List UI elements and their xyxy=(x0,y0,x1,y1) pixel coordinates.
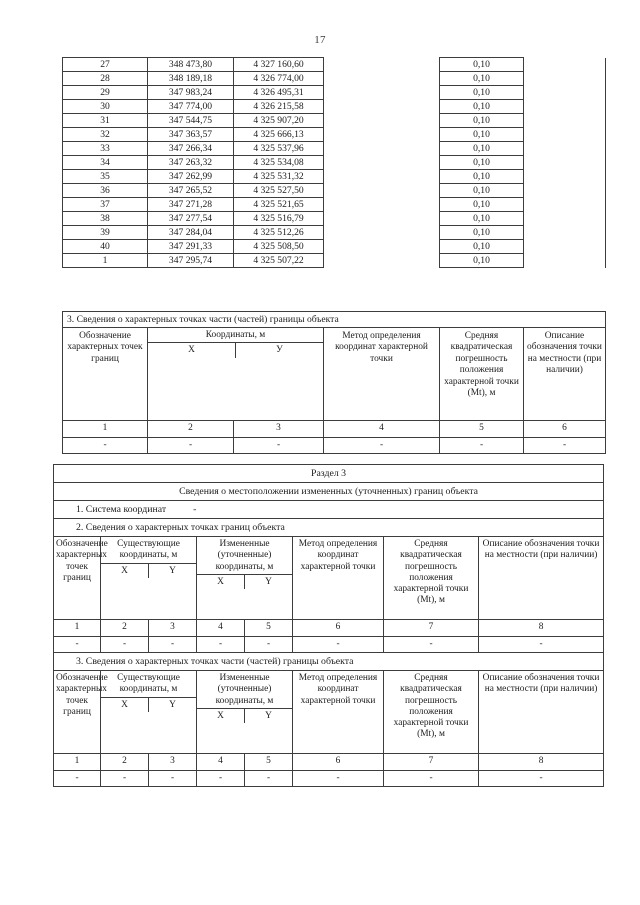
cell-mt: 0,10 xyxy=(440,254,524,268)
cell-y: 4 325 521,65 xyxy=(234,198,324,212)
cell-description xyxy=(524,128,606,142)
colnum-1: 1 xyxy=(54,754,101,771)
cell-existing-y: - xyxy=(149,771,197,787)
razdel-subtitle: Сведения о местоположении измененных (уточненных) границ объекта xyxy=(54,483,604,501)
cell-mt: 0,10 xyxy=(440,114,524,128)
cell-method xyxy=(324,86,440,100)
table-row xyxy=(63,86,606,100)
header-changed-x: X xyxy=(217,576,224,587)
header-description: Описание обозначения точки на местности (при наличии) xyxy=(479,671,604,754)
table-row xyxy=(63,156,606,170)
header-mt: Средняя квадратическая погрешность положения характерной точки (Mt), м xyxy=(384,671,479,754)
colnum-6: 6 xyxy=(524,421,606,438)
header-coordinates-label: Координаты, м xyxy=(205,330,266,340)
cell-x: 348 473,80 xyxy=(148,58,234,72)
colnum-8: 8 xyxy=(479,754,604,771)
cell-description xyxy=(524,254,606,268)
table-row xyxy=(63,100,606,114)
cell-description xyxy=(524,86,606,100)
coordinate-system-value: - xyxy=(193,503,197,515)
cell-method xyxy=(324,58,440,72)
coordinates-table-body xyxy=(63,58,606,268)
cell-point: 28 xyxy=(63,72,148,86)
cell-mt: 0,10 xyxy=(440,198,524,212)
cell-changed-x: - xyxy=(197,637,245,653)
header-changed-x: X xyxy=(217,710,224,721)
column-number-row xyxy=(54,754,604,771)
header-existing-coordinates-group xyxy=(101,671,197,754)
cell-changed-y: - xyxy=(245,771,293,787)
header-existing-coordinates-group xyxy=(101,537,197,620)
header-row xyxy=(63,328,606,421)
cell-method xyxy=(324,170,440,184)
cell-point: 32 xyxy=(63,128,148,142)
section3-title: 3. Сведения о характерных точках части (частей) границы объекта xyxy=(54,653,604,671)
header-coordinate-y: У xyxy=(235,343,323,357)
cell-point: 40 xyxy=(63,240,148,254)
cell-point: 34 xyxy=(63,156,148,170)
cell-method xyxy=(324,114,440,128)
header-changed-label: Измененные (уточненные) координаты, м xyxy=(215,673,274,706)
header-designation: Обозначение характерных точек границ xyxy=(63,328,148,421)
cell-changed-x: - xyxy=(197,771,245,787)
table-row xyxy=(54,771,604,787)
cell-y: - xyxy=(234,438,324,454)
cell-method: - xyxy=(293,771,384,787)
cell-method: - xyxy=(293,637,384,653)
cell-existing-x: - xyxy=(101,771,149,787)
cell-mt: - xyxy=(440,438,524,454)
cell-description xyxy=(524,212,606,226)
colnum-7: 7 xyxy=(384,754,479,771)
table-row xyxy=(63,212,606,226)
cell-y: 4 325 527,50 xyxy=(234,184,324,198)
table-row xyxy=(63,170,606,184)
cell-description xyxy=(524,198,606,212)
cell-description xyxy=(524,170,606,184)
cell-existing-y: - xyxy=(149,637,197,653)
cell-method xyxy=(324,184,440,198)
razdel-title: Раздел 3 xyxy=(54,465,604,483)
cell-description xyxy=(524,100,606,114)
header-existing-x: X xyxy=(121,565,128,576)
cell-description xyxy=(524,114,606,128)
cell-x: 348 189,18 xyxy=(148,72,234,86)
colnum-5: 5 xyxy=(245,620,293,637)
cell-y: 4 325 537,96 xyxy=(234,142,324,156)
column-number-row xyxy=(54,620,604,637)
razdel-3-table xyxy=(53,464,604,787)
header-existing-x: X xyxy=(121,699,128,710)
cell-description xyxy=(524,226,606,240)
section2-title: 2. Сведения о характерных точках границ объекта xyxy=(54,519,604,537)
colnum-1: 1 xyxy=(63,421,148,438)
cell-mt: - xyxy=(384,637,479,653)
colnum-4: 4 xyxy=(324,421,440,438)
cell-description: - xyxy=(524,438,606,454)
cell-point: 39 xyxy=(63,226,148,240)
razdel-3-table-body xyxy=(54,465,604,787)
table-row xyxy=(63,254,606,268)
cell-description xyxy=(524,156,606,170)
colnum-5: 5 xyxy=(245,754,293,771)
cell-point: 35 xyxy=(63,170,148,184)
cell-x: - xyxy=(148,438,234,454)
cell-method xyxy=(324,142,440,156)
table-row xyxy=(54,637,604,653)
cell-existing-x: - xyxy=(101,637,149,653)
cell-point: 30 xyxy=(63,100,148,114)
cell-y: 4 325 531,32 xyxy=(234,170,324,184)
table-row xyxy=(63,184,606,198)
cell-mt: 0,10 xyxy=(440,156,524,170)
cell-description xyxy=(524,184,606,198)
header-mt: Средняя квадратическая погрешность положения характерной точки (Mt), м xyxy=(440,328,524,421)
header-existing-label: Существующие координаты, м xyxy=(117,673,180,695)
cell-description xyxy=(524,58,606,72)
cell-x: 347 262,99 xyxy=(148,170,234,184)
cell-description xyxy=(524,240,606,254)
table-row xyxy=(63,128,606,142)
cell-y: 4 326 774,00 xyxy=(234,72,324,86)
colnum-8: 8 xyxy=(479,620,604,637)
table-row xyxy=(63,72,606,86)
cell-x: 347 265,52 xyxy=(148,184,234,198)
header-row xyxy=(54,671,604,754)
header-changed-y: Y xyxy=(244,709,292,723)
header-designation: Обозначение характерных точек границ xyxy=(54,537,101,620)
cell-mt: 0,10 xyxy=(440,212,524,226)
coordinate-system-row xyxy=(54,501,604,519)
cell-x: 347 363,57 xyxy=(148,128,234,142)
cell-mt: 0,10 xyxy=(440,184,524,198)
section2-title-row xyxy=(54,519,604,537)
cell-designation: - xyxy=(54,771,101,787)
cell-y: 4 325 507,22 xyxy=(234,254,324,268)
header-coordinate-x: X xyxy=(188,345,195,356)
section3-title-row xyxy=(54,653,604,671)
cell-mt: 0,10 xyxy=(440,72,524,86)
cell-method xyxy=(324,128,440,142)
table-row xyxy=(63,438,606,454)
table-row xyxy=(63,58,606,72)
cell-y: 4 325 508,50 xyxy=(234,240,324,254)
header-description: Описание обозначения точки на местности (при наличии) xyxy=(479,537,604,620)
cell-designation: - xyxy=(63,438,148,454)
part-boundary-points-table xyxy=(62,311,606,454)
cell-x: 347 284,04 xyxy=(148,226,234,240)
table-row xyxy=(63,142,606,156)
header-existing-y: Y xyxy=(148,564,196,578)
cell-changed-y: - xyxy=(245,637,293,653)
cell-point: 1 xyxy=(63,254,148,268)
colnum-4: 4 xyxy=(197,620,245,637)
cell-mt: 0,10 xyxy=(440,226,524,240)
cell-method xyxy=(324,198,440,212)
coordinate-system-label: 1. Система координат xyxy=(76,503,167,515)
cell-y: 4 325 516,79 xyxy=(234,212,324,226)
part-boundary-table-body xyxy=(63,312,606,454)
cell-x: 347 774,00 xyxy=(148,100,234,114)
cell-mt: 0,10 xyxy=(440,128,524,142)
cell-x: 347 266,34 xyxy=(148,142,234,156)
cell-y: 4 325 534,08 xyxy=(234,156,324,170)
cell-x: 347 291,33 xyxy=(148,240,234,254)
table-row xyxy=(63,240,606,254)
cell-x: 347 983,24 xyxy=(148,86,234,100)
cell-x: 347 295,74 xyxy=(148,254,234,268)
cell-mt: - xyxy=(384,771,479,787)
colnum-3: 3 xyxy=(149,620,197,637)
colnum-2: 2 xyxy=(101,620,149,637)
header-changed-y: Y xyxy=(244,575,292,589)
cell-point: 38 xyxy=(63,212,148,226)
cell-x: 347 544,75 xyxy=(148,114,234,128)
cell-designation: - xyxy=(54,637,101,653)
header-changed-coordinates-group xyxy=(197,671,293,754)
cell-y: 4 325 666,13 xyxy=(234,128,324,142)
cell-point: 33 xyxy=(63,142,148,156)
header-method: Метод определения координат характерной точки xyxy=(293,537,384,620)
header-row xyxy=(54,537,604,620)
header-changed-label: Измененные (уточненные) координаты, м xyxy=(215,539,274,572)
header-existing-label: Существующие координаты, м xyxy=(117,539,180,561)
colnum-1: 1 xyxy=(54,620,101,637)
cell-x: 347 263,32 xyxy=(148,156,234,170)
colnum-3: 3 xyxy=(234,421,324,438)
coordinate-system-line xyxy=(54,501,604,519)
cell-method xyxy=(324,72,440,86)
cell-mt: 0,10 xyxy=(440,170,524,184)
cell-mt: 0,10 xyxy=(440,86,524,100)
column-number-row xyxy=(63,421,606,438)
part-section-title: 3. Сведения о характерных точках части (частей) границы объекта xyxy=(63,312,606,328)
cell-mt: 0,10 xyxy=(440,100,524,114)
cell-y: 4 327 160,60 xyxy=(234,58,324,72)
cell-x: 347 271,28 xyxy=(148,198,234,212)
header-mt: Средняя квадратическая погрешность положения характерной точки (Mt), м xyxy=(384,537,479,620)
header-changed-coordinates-group xyxy=(197,537,293,620)
cell-method: - xyxy=(324,438,440,454)
table-row xyxy=(63,114,606,128)
colnum-7: 7 xyxy=(384,620,479,637)
cell-method xyxy=(324,100,440,114)
cell-x: 347 277,54 xyxy=(148,212,234,226)
cell-method xyxy=(324,212,440,226)
header-existing-y: Y xyxy=(148,698,196,712)
colnum-5: 5 xyxy=(440,421,524,438)
cell-mt: 0,10 xyxy=(440,58,524,72)
cell-y: 4 326 215,58 xyxy=(234,100,324,114)
colnum-6: 6 xyxy=(293,754,384,771)
colnum-2: 2 xyxy=(101,754,149,771)
cell-method xyxy=(324,226,440,240)
table-row xyxy=(63,226,606,240)
razdel-title-row xyxy=(54,465,604,483)
cell-description: - xyxy=(479,771,604,787)
header-designation: Обозначение характерных точек границ xyxy=(54,671,101,754)
section-title-row xyxy=(63,312,606,328)
cell-mt: 0,10 xyxy=(440,142,524,156)
colnum-6: 6 xyxy=(293,620,384,637)
colnum-4: 4 xyxy=(197,754,245,771)
cell-description xyxy=(524,72,606,86)
table-row xyxy=(63,198,606,212)
header-coordinates-group xyxy=(148,328,324,421)
header-method: Метод определения координат характерной точки xyxy=(293,671,384,754)
cell-point: 36 xyxy=(63,184,148,198)
cell-y: 4 325 512,26 xyxy=(234,226,324,240)
coordinates-continuation-table xyxy=(62,57,606,268)
cell-method xyxy=(324,156,440,170)
cell-method xyxy=(324,254,440,268)
cell-method xyxy=(324,240,440,254)
cell-description: - xyxy=(479,637,604,653)
header-method: Метод определения координат характерной точки xyxy=(324,328,440,421)
razdel-subtitle-row xyxy=(54,483,604,501)
page-number: 17 xyxy=(314,34,326,46)
cell-y: 4 325 907,20 xyxy=(234,114,324,128)
colnum-2: 2 xyxy=(148,421,234,438)
cell-description xyxy=(524,142,606,156)
cell-point: 37 xyxy=(63,198,148,212)
cell-mt: 0,10 xyxy=(440,240,524,254)
cell-point: 29 xyxy=(63,86,148,100)
header-description: Описание обозначения точки на местности (при наличии) xyxy=(524,328,606,421)
cell-y: 4 326 495,31 xyxy=(234,86,324,100)
cell-point: 31 xyxy=(63,114,148,128)
cell-point: 27 xyxy=(63,58,148,72)
colnum-3: 3 xyxy=(149,754,197,771)
